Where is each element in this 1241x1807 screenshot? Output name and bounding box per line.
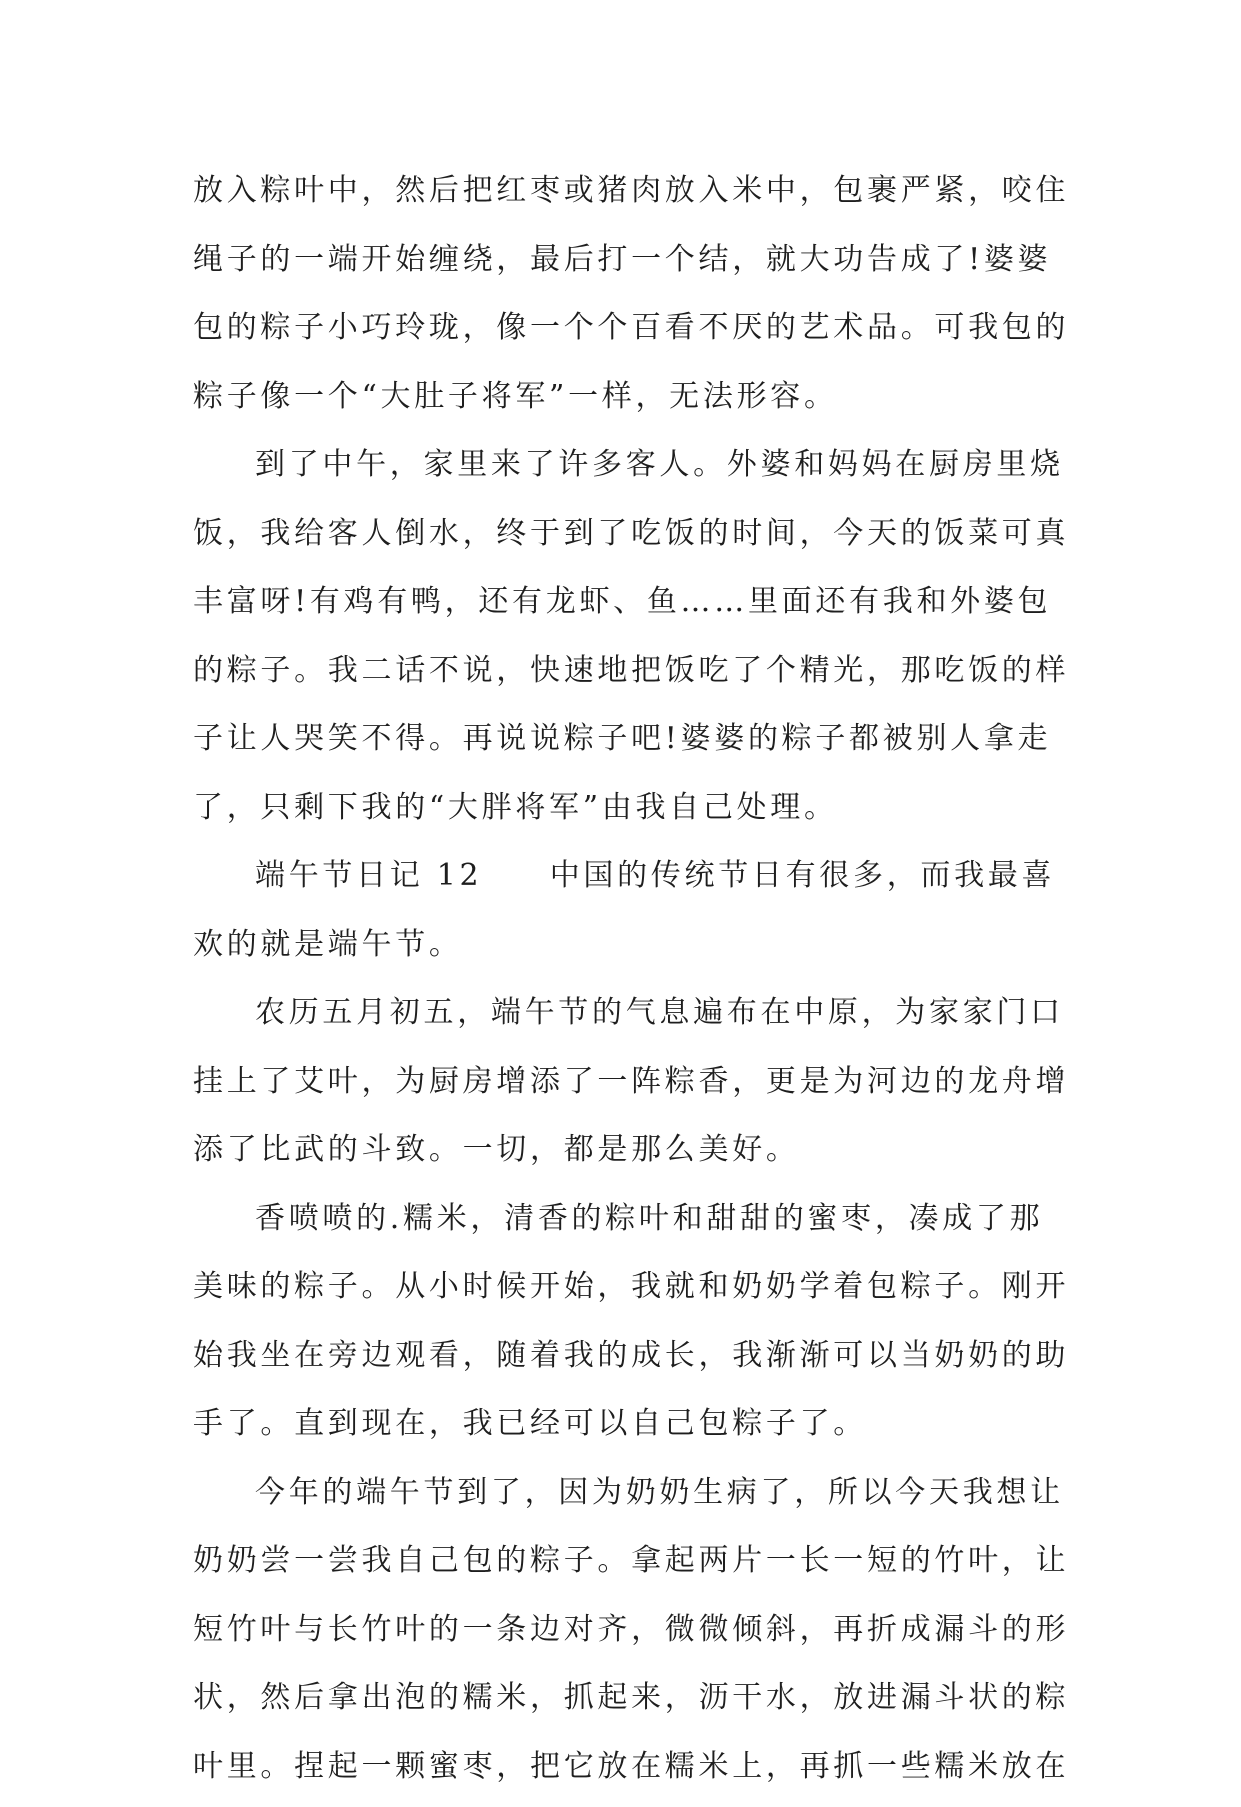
text-line: 欢的就是端午节。: [193, 917, 1053, 986]
text-line: 短竹叶与长竹叶的一条边对齐，微微倾斜，再折成漏斗的形: [193, 1602, 1053, 1671]
text-line: 包的粽子小巧玲珑，像一个个百看不厌的艺术品。可我包的: [193, 300, 1053, 369]
text-line: 添了比武的斗致。一切，都是那么美好。: [193, 1122, 1053, 1191]
text-line: 手了。直到现在，我已经可以自己包粽子了。: [193, 1396, 1053, 1465]
text-line: 叶里。捏起一颗蜜枣，把它放在糯米上，再抓一些糯米放在: [193, 1739, 1053, 1807]
paragraph-start-line: 到了中午，家里来了许多客人。外婆和妈妈在厨房里烧: [193, 437, 1053, 506]
text-line: 子让人哭笑不得。再说说粽子吧!婆婆的粽子都被别人拿走: [193, 711, 1053, 780]
text-line: 挂上了艾叶，为厨房增添了一阵粽香，更是为河边的龙舟增: [193, 1054, 1053, 1123]
text-line: 的粽子。我二话不说，快速地把饭吃了个精光，那吃饭的样: [193, 643, 1053, 712]
diary-heading-line: 端午节日记 12 中国的传统节日有很多，而我最喜: [193, 848, 1053, 917]
text-line: 丰富呀!有鸡有鸭，还有龙虾、鱼……里面还有我和外婆包: [193, 574, 1053, 643]
text-line: 状，然后拿出泡的糯米，抓起来，沥干水，放进漏斗状的粽: [193, 1670, 1053, 1739]
text-line: 了，只剩下我的“大胖将军”由我自己处理。: [193, 780, 1053, 849]
text-line: 放入粽叶中，然后把红枣或猪肉放入米中，包裹严紧，咬住: [193, 163, 1053, 232]
text-line: 粽子像一个“大肚子将军”一样，无法形容。: [193, 369, 1053, 438]
paragraph-start-line: 香喷喷的.糯米，清香的粽叶和甜甜的蜜枣，凑成了那: [193, 1191, 1053, 1260]
paragraph-start-line: 今年的端午节到了，因为奶奶生病了，所以今天我想让: [193, 1465, 1053, 1534]
text-line: 饭，我给客人倒水，终于到了吃饭的时间，今天的饭菜可真: [193, 506, 1053, 575]
text-line: 奶奶尝一尝我自己包的粽子。拿起两片一长一短的竹叶，让: [193, 1533, 1053, 1602]
document-body: [193, 163, 1053, 1807]
text-line: 绳子的一端开始缠绕，最后打一个结，就大功告成了!婆婆: [193, 232, 1053, 301]
paragraph-start-line: 农历五月初五，端午节的气息遍布在中原，为家家门口: [193, 985, 1053, 1054]
text-line: 美味的粽子。从小时候开始，我就和奶奶学着包粽子。刚开: [193, 1259, 1053, 1328]
text-line: 始我坐在旁边观看，随着我的成长，我渐渐可以当奶奶的助: [193, 1328, 1053, 1397]
